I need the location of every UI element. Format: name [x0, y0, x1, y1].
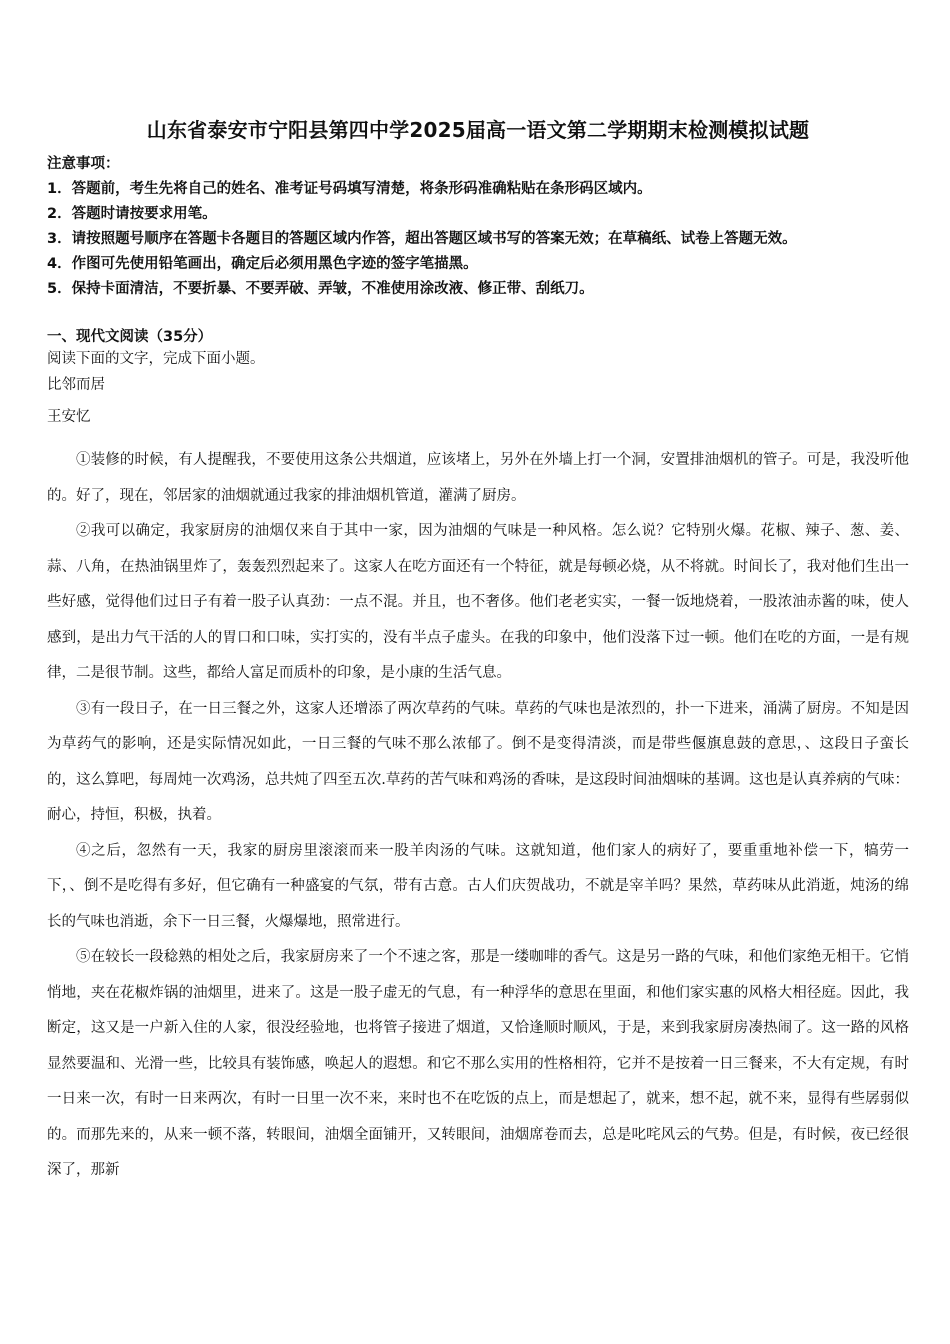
- article-paragraph-4: ④之后，忽然有一天，我家的厨房里滚滚而来一股羊肉汤的气味。这就知道，他们家人的病好了，要重重地补偿一下，犒劳一下，、倒不是吃得有多好，但它确有一种盛宴的气氛，带有古意。古人们庆贺战功，不就是宰羊吗？果然，草药味从此消逝，炖汤的绵长的气味也消逝，余下一日三餐，火爆爆地，照常进行。: [47, 842, 909, 930]
- section-heading: 一、现代文阅读（35分）: [47, 329, 213, 345]
- notice-item-2: 2．答题时请按要求用笔。: [47, 206, 217, 222]
- notice-item-3: 3．请按照题号顺序在答题卡各题目的答题区域内作答，超出答题区域书写的答案无效；在草稿纸、试卷上答题无效。: [47, 231, 797, 247]
- article-paragraph-3: ③有一段日子，在一日三餐之外，这家人还增添了两次草药的气味。草药的气味也是浓烈的，扑一下进来，涌满了厨房。不知是因为草药气的影响，还是实际情况如此，一日三餐的气味不那么浓郁了。倒不是变得清淡，而是带些偃旗息鼓的意思，、这段日子蛮长的，这么算吧，每周炖一次鸡汤，总共炖了四至五次.草药的苦气味和鸡汤的香味，是这段时间油烟味的基调。这也是认真养病的气味：耐心，持恒，积极，执着。: [47, 700, 909, 823]
- notice-heading: 注意事项：: [47, 156, 120, 172]
- article-paragraph-5: ⑤在较长一段稔熟的相处之后，我家厨房来了一个不速之客，那是一缕咖啡的香气。这是另一路的气味，和他们家绝无相干。它悄悄地，夹在花椒炸锅的油烟里，进来了。这是一股子虚无的气息，有一种浮华的意思在里面，和他们家实惠的风格大相径庭。因此，我断定，这又是一户新入住的人家，很没经验地，也将管子接进了烟道，又恰逢顺时顺风，于是，来到我家厨房凑热闹了。这一路的风格显然要温和、光滑一些，比较具有装饰感，唤起人的遐想。和它不那么实用的性格相符，它并不是按着一日三餐来，不大有定规，有时一日来一次，有时一日来两次，有时一日里一次不来，来时也不在吃饭的点上，而是想起了，就来，想不起，就不来，显得有些孱弱似的。而那先来的，从来一顿不落，转眼间，油烟全面铺开，又转眼间，油烟席卷而去，总是叱咤风云的气势。但是，有时候，夜已经很深了，那新: [47, 949, 909, 1178]
- exam-title: 山东省泰安市宁阳县第四中学2025届高一语文第二学期期末检测模拟试题: [146, 118, 810, 142]
- article-paragraph-1: ①装修的时候，有人提醒我，不要使用这条公共烟道，应该堵上，另外在外墙上打一个洞，安置排油烟机的管子。可是，我没听他的。好了，现在，邻居家的油烟就通过我家的排油烟机管道，灌满了厨房。: [47, 452, 909, 504]
- article-title: 比邻而居: [47, 377, 105, 393]
- exam-page: [47, 0, 909, 1344]
- article-author: 王安忆: [47, 409, 91, 425]
- notice-block: [47, 152, 909, 302]
- notice-item-5: 5．保持卡面清洁，不要折暴、不要弄破、弄皱，不准使用涂改液、修正带、刮纸刀。: [47, 281, 594, 297]
- article-paragraph-2: ②我可以确定，我家厨房的油烟仅来自于其中一家，因为油烟的气味是一种风格。怎么说？它特别火爆。花椒、辣子、葱、姜、蒜、八角，在热油锅里炸了，轰轰烈烈起来了。这家人在吃方面还有一个特征，就是每顿必烧，从不将就。时间长了，我对他们生出一些好感，觉得他们过日子有着一股子认真劲：一点不混。并且，也不奢侈。他们老老实实，一餐一饭地烧着，一股浓油赤酱的味，使人感到，是出力气干活的人的胃口和口味，实打实的，没有半点子虚头。在我的印象中，他们没落下过一顿。他们在吃的方面，一是有规律，二是很节制。这些，都给人富足而质朴的印象，是小康的生活气息。: [47, 523, 909, 681]
- notice-item-1: 1．答题前，考生先将自己的姓名、准考证号码填写清楚，将条形码准确粘贴在条形码区域内。: [47, 181, 652, 197]
- reading-section: [47, 326, 909, 428]
- article-body: [47, 443, 909, 1189]
- notice-item-4: 4．作图可先使用铅笔画出，确定后必须用黑色字迹的签字笔描黑。: [47, 256, 478, 272]
- section-instruction: 阅读下面的文字，完成下面小题。: [47, 351, 265, 367]
